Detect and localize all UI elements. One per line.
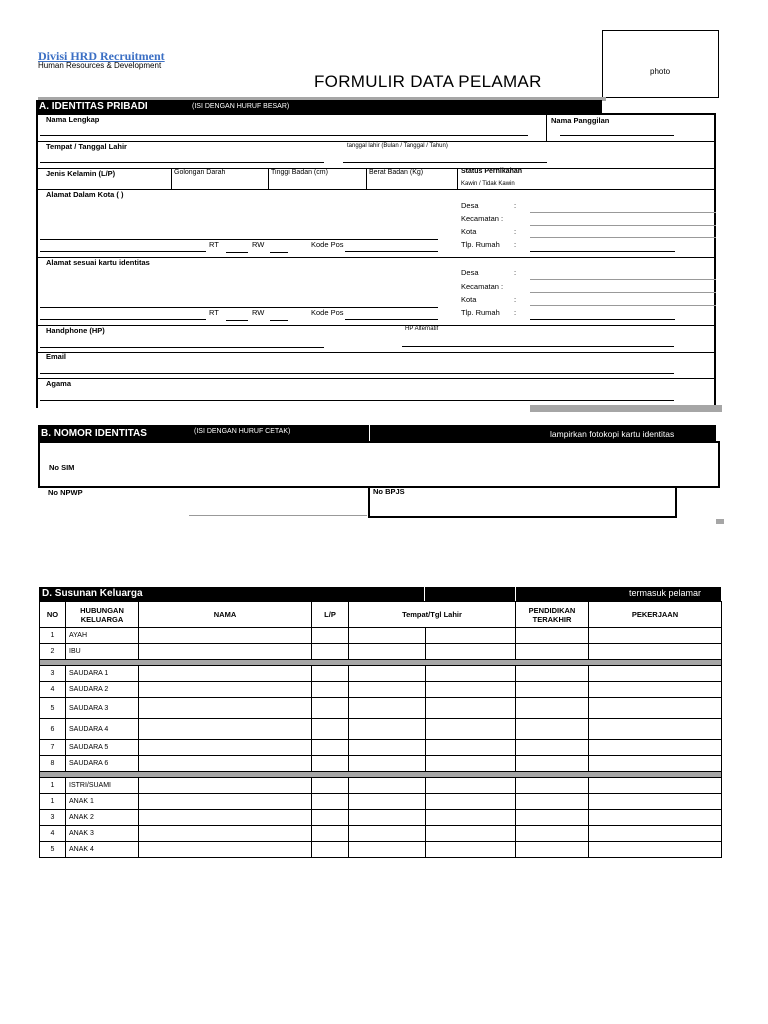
label-jenis-kelamin: Jenis Kelamin (L/P) [46,169,116,178]
row-birthdate-cell[interactable] [426,644,516,660]
section-a-shadow-bottom [530,405,722,412]
input-kodepos-2[interactable] [345,319,438,320]
kawin-options[interactable]: Kawin / Tidak Kawin [461,181,515,187]
input-rw-1[interactable] [270,252,288,253]
label-kodepos-1: Kode Pos [311,240,344,249]
row-birthplace-cell[interactable] [349,794,426,810]
input-tanggal-lahir[interactable] [343,162,547,163]
colon: : [514,240,517,249]
row-occupation-cell[interactable] [589,826,722,842]
row-birthplace-cell[interactable] [349,740,426,756]
row-no: 1 [40,628,66,644]
row-occupation-cell[interactable] [589,740,722,756]
label-alamat-kota: Alamat Dalam Kota ( ) [46,190,124,199]
row-gender-cell[interactable] [312,842,349,858]
row-gender-cell[interactable] [312,719,349,740]
row-gender-cell[interactable] [312,794,349,810]
row-name-cell[interactable] [139,719,312,740]
label-handphone: Handphone (HP) [46,326,105,335]
label-tlp-rumah-2: Tlp. Rumah [461,308,500,317]
input-desa-1[interactable] [530,212,716,213]
label-rt-1: RT [209,240,219,249]
row-name-cell[interactable] [139,682,312,698]
table-row [40,794,722,810]
divider [457,168,458,190]
label-hp-alternatif: HP Alternatif [405,326,439,332]
input-kota-2[interactable] [530,305,716,306]
label-desa-2: Desa [461,268,479,277]
photo-label: photo [650,67,671,76]
row-occupation-cell[interactable] [589,794,722,810]
col-pendidikan: PENDIDIKAN TERAKHIR [516,602,589,628]
row-no: 1 [40,794,66,810]
row-birthdate-cell[interactable] [426,842,516,858]
row-education-cell[interactable] [516,644,589,660]
label-tlp-rumah-1: Tlp. Rumah [461,240,500,249]
row-birthdate-cell[interactable] [426,666,516,682]
label-kecamatan-1: Kecamatan : [461,214,504,223]
row-birthdate-cell[interactable] [426,628,516,644]
label-nama-panggilan: Nama Panggilan [551,116,610,125]
colon: : [514,201,517,210]
row-birthplace-cell[interactable] [349,810,426,826]
col-lp: L/P [312,602,349,628]
divider [424,587,425,601]
row-birthplace-cell[interactable] [349,644,426,660]
label-no-bpjs: No BPJS [373,487,405,496]
col-hubungan: HUBUNGAN KELUARGA [66,602,139,628]
row-no: 2 [40,644,66,660]
row-relation: SAUDARA 4 [66,719,139,740]
row-birthdate-cell[interactable] [426,756,516,772]
divider [36,189,716,190]
label-status-pernikahan: Status Pernikahan [461,168,523,175]
row-birthdate-cell[interactable] [426,810,516,826]
input-alamat-ktp[interactable] [40,307,438,308]
row-education-cell[interactable] [516,810,589,826]
input-agama[interactable] [40,400,674,401]
col-no: NO [40,602,66,628]
row-no: 6 [40,719,66,740]
input-desa-2[interactable] [530,279,716,280]
divider [268,168,269,190]
input-rt-1[interactable] [226,252,248,253]
row-birthdate-cell[interactable] [426,778,516,794]
row-birthplace-cell[interactable] [349,698,426,719]
section-a-header [36,100,602,114]
colon: : [514,268,517,277]
row-occupation-cell[interactable] [589,644,722,660]
input-kecamatan-1[interactable] [530,225,716,226]
divider [36,378,716,379]
section-b-title: B. NOMOR IDENTITAS [41,428,147,439]
section-d-right-note: termasuk pelamar [629,588,702,598]
input-tlp-rumah-1[interactable] [530,251,675,252]
table-row [40,810,722,826]
section-d-title: D. Susunan Keluarga [42,588,143,599]
label-no-npwp: No NPWP [48,488,83,497]
family-table-body [40,628,722,858]
row-occupation-cell[interactable] [589,698,722,719]
row-education-cell[interactable] [516,826,589,842]
colon: : [514,308,517,317]
row-occupation-cell[interactable] [589,756,722,772]
row-gender-cell[interactable] [312,740,349,756]
row-gender-cell[interactable] [312,698,349,719]
divider [36,325,716,326]
row-relation: IBU [66,644,139,660]
row-birthplace-cell[interactable] [349,666,426,682]
input-no-npwp[interactable] [189,515,367,516]
row-relation: SAUDARA 3 [66,698,139,719]
row-gender-cell[interactable] [312,826,349,842]
label-berat-badan: Berat Badan (Kg) [369,169,424,176]
row-birthplace-cell[interactable] [349,842,426,858]
label-nama-lengkap: Nama Lengkap [46,115,100,124]
section-b-header [38,425,716,441]
row-relation: SAUDARA 1 [66,666,139,682]
section-b-box [38,441,720,488]
label-kota-2: Kota [461,295,477,304]
row-birthdate-cell[interactable] [426,826,516,842]
input-alamat-kota[interactable] [40,239,438,240]
divider [36,141,716,142]
input-nama-panggilan[interactable] [560,135,674,136]
table-row [40,628,722,644]
row-relation: AYAH [66,628,139,644]
row-name-cell[interactable] [139,810,312,826]
row-education-cell[interactable] [516,719,589,740]
colon: : [514,295,517,304]
row-name-cell[interactable] [139,698,312,719]
label-rw-1: RW [252,240,265,249]
row-no: 3 [40,666,66,682]
table-row [40,826,722,842]
label-kodepos-2: Kode Pos [311,308,344,317]
table-row [40,666,722,682]
form-title: FORMULIR DATA PELAMAR [314,72,542,91]
row-education-cell[interactable] [516,756,589,772]
table-row [40,682,722,698]
row-name-cell[interactable] [139,756,312,772]
col-tempat-tgl-lahir: Tempat/Tgl Lahir [349,602,516,628]
tgl-lahir-hint: tanggal lahir (Bulan / Tanggal / Tahun) [347,143,448,149]
row-name-cell[interactable] [139,666,312,682]
label-email: Email [46,352,67,361]
row-relation: SAUDARA 5 [66,740,139,756]
row-gender-cell[interactable] [312,666,349,682]
input-tempat-lahir[interactable] [40,162,324,163]
label-agama: Agama [46,379,72,388]
row-name-cell[interactable] [139,740,312,756]
row-education-cell[interactable] [516,740,589,756]
input-tlp-rumah-2[interactable] [530,319,675,320]
row-name-cell[interactable] [139,628,312,644]
input-kota-1[interactable] [530,237,716,238]
label-kota-1: Kota [461,227,477,236]
row-no: 5 [40,698,66,719]
row-birthdate-cell[interactable] [426,719,516,740]
input-nama-lengkap[interactable] [40,135,528,136]
family-table [39,601,722,858]
col-nama: NAMA [139,602,312,628]
row-education-cell[interactable] [516,628,589,644]
row-no: 1 [40,778,66,794]
row-birthdate-cell[interactable] [426,682,516,698]
divider [366,168,367,190]
table-row [40,644,722,660]
table-header-row [40,602,722,628]
divider [515,587,516,601]
row-birthplace-cell[interactable] [349,628,426,644]
table-row [40,719,722,740]
input-alamat-ktp-2[interactable] [40,319,206,320]
col-pekerjaan: PEKERJAAN [589,602,722,628]
input-email[interactable] [40,373,674,374]
row-occupation-cell[interactable] [589,810,722,826]
table-row [40,756,722,772]
company-name: Divisi HRD Recruitment [38,49,165,63]
divider [171,168,172,190]
input-kecamatan-2[interactable] [530,292,716,293]
row-gender-cell[interactable] [312,810,349,826]
row-education-cell[interactable] [516,842,589,858]
row-relation: ANAK 3 [66,826,139,842]
divider [546,113,547,141]
row-education-cell[interactable] [516,698,589,719]
table-row [40,842,722,858]
row-birthplace-cell[interactable] [349,756,426,772]
row-occupation-cell[interactable] [589,719,722,740]
row-occupation-cell[interactable] [589,682,722,698]
row-relation: SAUDARA 2 [66,682,139,698]
photo-box[interactable] [602,30,719,98]
label-golongan-darah: Golongan Darah [174,169,226,176]
input-handphone[interactable] [40,347,324,348]
colon: : [514,227,517,236]
row-gender-cell[interactable] [312,628,349,644]
label-tinggi-badan: Tinggi Badan (cm) [271,169,328,176]
row-occupation-cell[interactable] [589,628,722,644]
table-row [40,778,722,794]
input-rw-2[interactable] [270,320,288,321]
section-d-header [39,587,721,601]
section-a-title: A. IDENTITAS PRIBADI [39,101,148,112]
row-no: 5 [40,842,66,858]
section-a-note: (ISI DENGAN HURUF BESAR) [192,103,290,110]
input-kodepos-1[interactable] [345,251,438,252]
row-occupation-cell[interactable] [589,778,722,794]
row-name-cell[interactable] [139,826,312,842]
row-name-cell[interactable] [139,794,312,810]
row-no: 4 [40,826,66,842]
row-education-cell[interactable] [516,666,589,682]
row-birthplace-cell[interactable] [349,826,426,842]
row-no: 3 [40,810,66,826]
table-row [40,698,722,719]
divider [36,352,716,353]
row-relation: ANAK 1 [66,794,139,810]
row-education-cell[interactable] [516,682,589,698]
divider [369,425,370,441]
label-desa-1: Desa [461,201,479,210]
row-name-cell[interactable] [139,644,312,660]
row-birthdate-cell[interactable] [426,794,516,810]
row-gender-cell[interactable] [312,756,349,772]
bpjs-box [368,487,677,518]
row-relation: SAUDARA 6 [66,756,139,772]
company-subtitle: Human Resources & Development [38,61,162,70]
section-b-note: (ISI DENGAN HURUF CETAK) [194,428,291,435]
row-gender-cell[interactable] [312,682,349,698]
row-occupation-cell[interactable] [589,842,722,858]
row-education-cell[interactable] [516,778,589,794]
row-relation: ISTRI/SUAMI [66,778,139,794]
input-rt-2[interactable] [226,320,248,321]
section-b-right-note: lampirkan fotokopi kartu identitas [550,429,675,439]
input-hp-alternatif[interactable] [402,346,674,347]
row-gender-cell[interactable] [312,644,349,660]
row-birthdate-cell[interactable] [426,740,516,756]
row-birthplace-cell[interactable] [349,778,426,794]
row-no: 8 [40,756,66,772]
label-kecamatan-2: Kecamatan : [461,282,504,291]
label-no-sim: No SIM [49,463,75,472]
row-no: 4 [40,682,66,698]
table-row [40,740,722,756]
input-alamat-kota-2[interactable] [40,251,206,252]
row-relation: ANAK 2 [66,810,139,826]
row-birthdate-cell[interactable] [426,698,516,719]
row-birthplace-cell[interactable] [349,719,426,740]
row-no: 7 [40,740,66,756]
row-birthplace-cell[interactable] [349,682,426,698]
row-education-cell[interactable] [516,794,589,810]
shadow-mark [716,519,724,524]
row-relation: ANAK 4 [66,842,139,858]
row-name-cell[interactable] [139,778,312,794]
row-occupation-cell[interactable] [589,666,722,682]
label-tempat-tgl-lahir: Tempat / Tanggal Lahir [46,142,127,151]
row-gender-cell[interactable] [312,778,349,794]
label-rt-2: RT [209,308,219,317]
label-rw-2: RW [252,308,265,317]
label-alamat-ktp: Alamat sesuai kartu identitas [46,258,150,267]
row-name-cell[interactable] [139,842,312,858]
